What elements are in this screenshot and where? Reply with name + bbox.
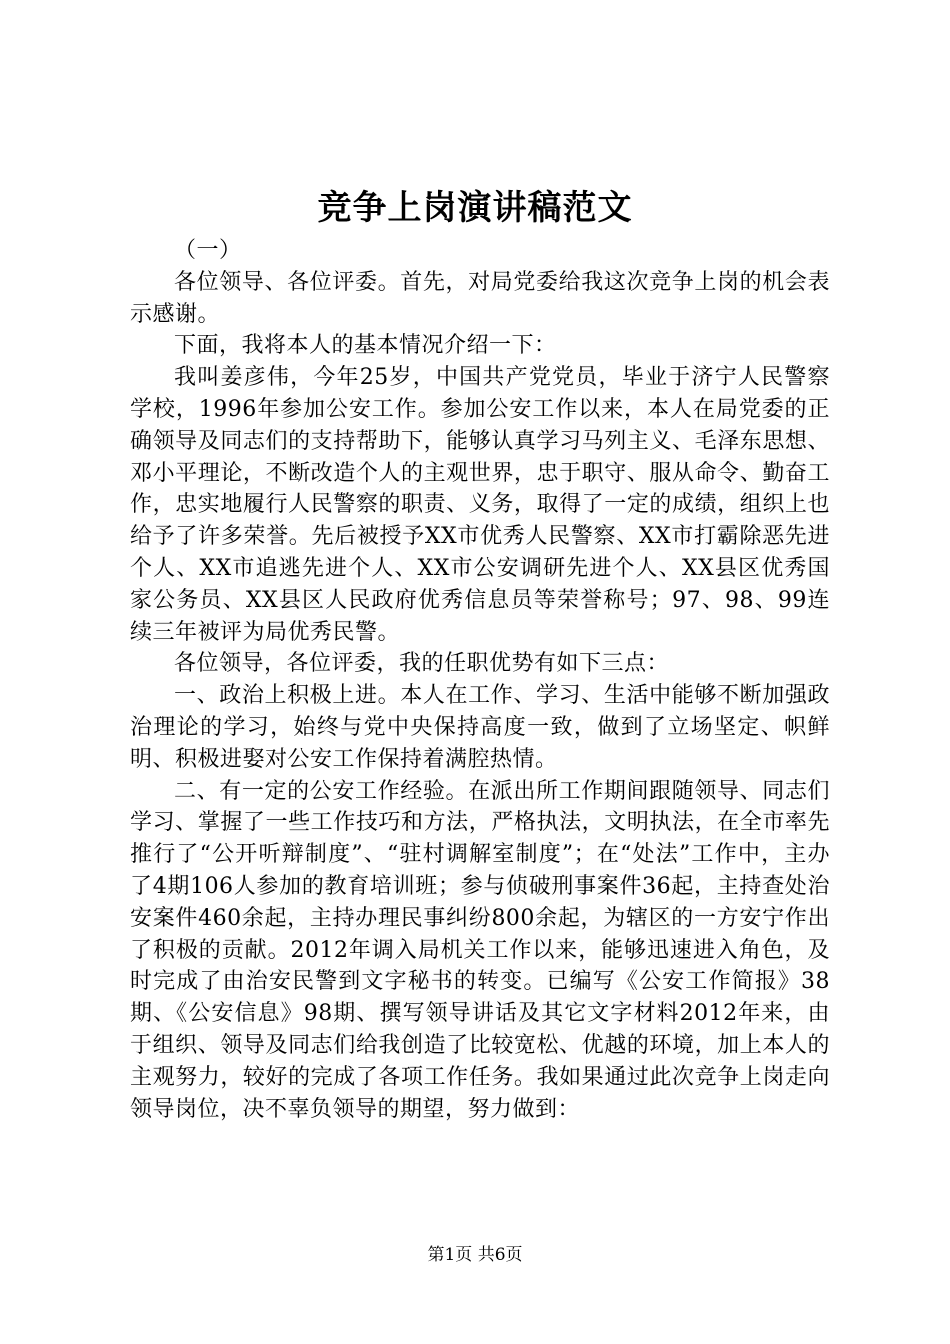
document-body [130,235,830,1125]
paragraph-advantage-1: 一、政治上积极上进。本人在工作、学习、生活中能够不断加强政治理论的学习，始终与党中央保持高度一致，做到了立场坚定、帜鲜明、积极进娶对公安工作保持着满腔热情。 [130,683,830,772]
paragraph-advantage-2: 二、有一定的公安工作经验。在派出所工作期间跟随领导、同志们学习、掌握了一些工作技巧和方法，严格执法，文明执法，在全市率先推行了“公开听辩制度”、“驻村调解室制度”；在“处法”工作中，主办了4期106人参加的教育培训班；参与侦破刑事案件36起，主持查处治安案件460余起，主持办理民事纠纷800余起，为辖区的一方安宁作出了积极的贡献。2012年调入局机关工作以来，能够迅速进入角色，及时完成了由治安民警到文字秘书的转变。已编写《公安工作简报》38期、《公安信息》98期、撰写领导讲话及其它文字材料2012年来，由于组织、领导及同志们给我创造了比较宽松、优越的环境，加上本人的主观努力，较好的完成了各项工作任务。我如果通过此次竞争上岗走向领导岗位，决不辜负领导的期望，努力做到： [130,778,830,1122]
paragraph-greeting: 各位领导、各位评委。首先，对局党委给我这次竞争上岗的机会表示感谢。 [130,269,830,327]
paragraph-intro: 下面，我将本人的基本情况介绍一下： [174,333,557,359]
page-footer: 第1页 共6页 [427,1245,523,1265]
paragraph-background: 我叫姜彦伟，今年25岁，中国共产党党员，毕业于济宁人民警察学校，1996年参加公安工作。参加公安工作以来，本人在局党委的正确领导及同志们的支持帮助下，能够认真学习马列主义、毛泽东思想、邓小平理论，不断改造个人的主观世界，忠于职守、服从命令、勤奋工作，忠实地履行人民警察的职责、义务，取得了一定的成绩，组织上也给予了许多荣誉。先后被授予XX市优秀人民警察、XX市打霸除恶先进个人、XX市追逃先进个人、XX市公安调研先进个人、XX县区优秀国家公务员、XX县区人民政府优秀信息员等荣誉称号；97、98、99连续三年被评为局优秀民警。 [130,365,830,645]
paragraph-advantages-intro: 各位领导，各位评委，我的任职优势有如下三点： [174,651,670,677]
document-title: 竞争上岗演讲稿范文 [317,188,633,228]
section-number: （一） [174,238,242,263]
